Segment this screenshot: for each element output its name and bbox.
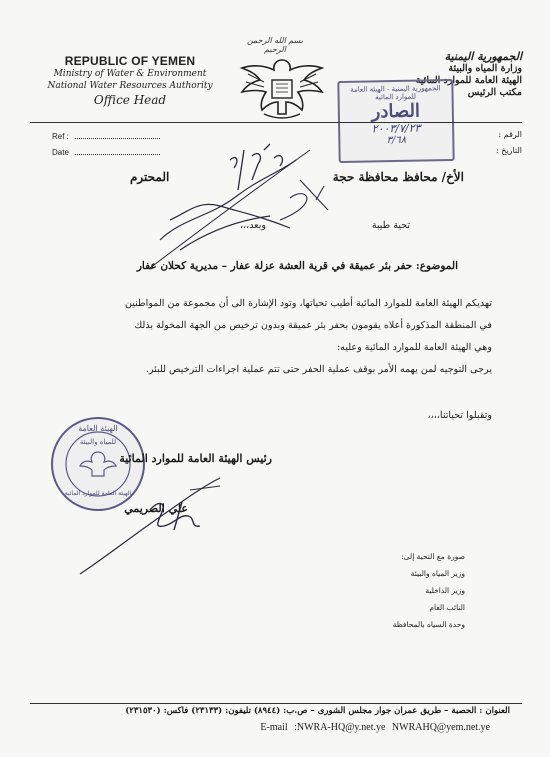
basmala: بسم الله الرحمن الرحيم [246, 36, 304, 54]
ref-field: Ref : [52, 132, 160, 141]
footer-address: العنوان : الحصبة – طريق عمران جوار مجلس الشورى – ص.ب: (٨٩٤٤) تليفون: (٢٣١٣٣) فاكس: (٢٣١٥٣٠) [125, 706, 510, 716]
body-line-4: يرجى التوجيه لمن يهمه الأمر بوقف عملية الحفر حتى تتم عملية اجراءات الترخيص للبئر. [145, 364, 492, 375]
round-seal-bottom: الهيئة العامة للموارد المائية [64, 490, 132, 497]
copies-block [393, 548, 465, 633]
ar-number-field [499, 130, 522, 139]
recipient: الأخ/ محافظ محافظة حجة [332, 170, 464, 184]
ministry-en: Ministry of Water & Environment [53, 69, 207, 79]
copies-item: النائب العام [429, 603, 465, 612]
footer-divider [30, 703, 522, 704]
greeting-tail: وبعد،،، [240, 220, 266, 231]
round-seal-middle: للمياه والبيئة [79, 438, 117, 446]
authority-ar: الهيئة العامة للموارد المائية [415, 75, 522, 86]
signatory-name: علي الصريمي [124, 502, 188, 515]
ar-date-label: التاريخ : [495, 146, 522, 155]
outgoing-stamp-number: ٣/٦٨ [386, 134, 407, 147]
handwriting-annotation-icon [140, 120, 350, 270]
ministry-ar: وزارة المياه والبيئة [448, 63, 522, 74]
copies-item: وزير الداخلية [425, 586, 465, 595]
authority-en: National Water Resources Authority [47, 81, 213, 91]
english-letterhead [40, 54, 220, 107]
outgoing-stamp-date: ٢٠٠٣/٧/٢٣ [371, 121, 421, 136]
greeting: تحية طيبة [371, 220, 410, 231]
date-label: Date [52, 148, 69, 157]
footer-email: E-mail :NWRA-HQ@y.net.ye NWRAHQ@yem.net.ye [260, 722, 490, 733]
closing: وتقبلوا تحياتنا،،،، [427, 410, 492, 421]
copies-header: صورة مع التحية إلى: [401, 552, 465, 561]
outgoing-stamp [337, 79, 454, 163]
ar-number-label: الرقم : [498, 130, 522, 139]
ref-label: Ref [52, 132, 65, 141]
yemen-emblem-icon [236, 52, 328, 122]
outgoing-stamp-label: الصادر [371, 100, 421, 123]
office-en: Office Head [93, 93, 167, 107]
ar-date-field [496, 146, 522, 155]
signatory-title: رئيس الهيئة العامة للموارد المائية [119, 452, 272, 465]
round-seal-top: الهيئة العامة [78, 424, 118, 433]
body-line-1: تهديكم الهيئة العامة للموارد المائية أطيب تحياتها، وتود الإشارة الى أن مجموعة من المواطنين [124, 298, 492, 309]
office-ar: مكتب الرئيس [467, 87, 522, 98]
subject: الموضوع: حفر بئر عميقة في قرية العشة عزلة عفار – مديرية كحلان عفار [136, 260, 458, 272]
copies-item: وحدة السياه بالمحافظة [392, 620, 465, 629]
outgoing-stamp-header: الجمهورية اليمنية - الهيئة العامة للموارد المائية [350, 84, 441, 102]
republic-ar: الجمهورية اليمنية [444, 50, 522, 63]
honorific: المحترم [130, 170, 170, 184]
body-line-2: في المنطقة المذكورة أعلاه يقومون بحفر بئر عميقة وبدون ترخيص من الجهة المخولة بذلك [134, 320, 492, 331]
republic-en: REPUBLIC OF YEMEN [64, 54, 196, 68]
copies-item: وزير المياه والبيئة [410, 569, 465, 578]
signature-icon [70, 470, 240, 580]
body-line-3: وهي الهيئة العامة للموارد المائية وعليه: [336, 342, 492, 353]
